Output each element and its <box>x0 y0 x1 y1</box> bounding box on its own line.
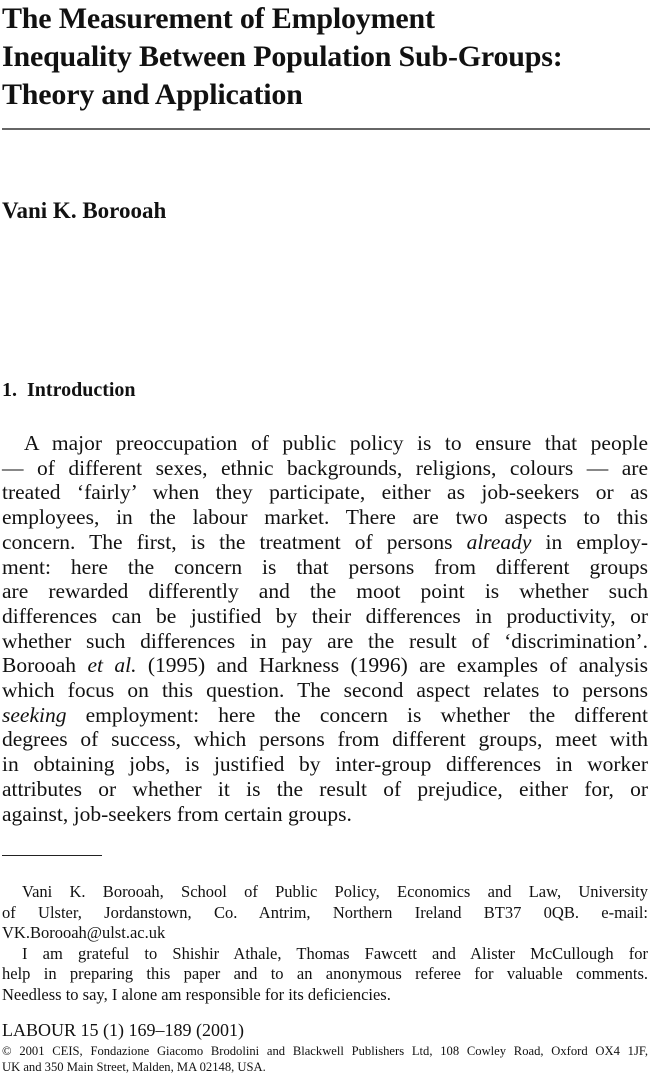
introduction-paragraph <box>2 431 648 826</box>
paragraph-line: against, job-seekers from certain groups. <box>2 801 352 826</box>
paragraph-line: treated ‘fairly’ when they participate, either as job-seekers or as <box>2 480 648 505</box>
footnote-line: of Ulster, Jordanstown, Co. Antrim, Northern Ireland BT37 0QB. e-mail: <box>2 902 648 922</box>
section-heading <box>2 379 136 402</box>
author-name: Vani K. Borooah <box>2 198 167 223</box>
author-email: VK.Borooah@ulst.ac.uk <box>2 923 166 942</box>
paragraph-line: are rewarded differently and the moot point is whether such <box>2 579 648 604</box>
emphasis-already: already <box>466 529 532 554</box>
emphasis-seeking: seeking <box>2 702 67 727</box>
footnotes <box>2 882 648 1005</box>
title-divider <box>2 128 650 130</box>
article-title <box>2 0 648 114</box>
emphasis-et-al: et al. <box>87 653 137 678</box>
text-run: concern. The first, is the treatment of persons <box>2 529 453 554</box>
copyright-line: UK and 350 Main Street, Malden, MA 02148, USA. <box>2 1060 266 1074</box>
paragraph-line <box>2 703 648 728</box>
paragraph-line: whether such differences in pay are the result of ‘discrimination’. <box>2 628 648 653</box>
copyright-notice <box>2 1043 648 1075</box>
footnote-divider <box>2 855 102 856</box>
paragraph-line: A major preoccupation of public policy is to ensure that people <box>24 431 648 455</box>
title-line-2: Inequality Between Population Sub-Groups: <box>2 40 563 73</box>
journal-citation: LABOUR 15 (1) 169–189 (2001) <box>2 1020 244 1040</box>
citation-author: Borooah <box>2 653 77 678</box>
text-run: employment: here the concern is whether the different <box>85 702 649 727</box>
section-title: Introduction <box>27 379 136 401</box>
paragraph-line: in obtaining jobs, is justified by inter-group differences in worker <box>2 752 648 777</box>
paragraph-line: degrees of success, which persons from different groups, meet with <box>2 727 648 752</box>
footnote-line: Needless to say, I alone am responsible for its deficiencies. <box>2 984 391 1004</box>
paragraph-line: employees, in the labour market. There are two aspects to this <box>2 505 648 530</box>
paragraph-line <box>2 653 648 678</box>
section-number: 1. <box>2 379 17 401</box>
paragraph-line: ment: here the concern is that persons from different groups <box>2 554 648 579</box>
paragraph-line <box>2 530 648 555</box>
footnote-line: help in preparing this paper and to an anonymous referee for valuable comments. <box>2 964 648 983</box>
footnote-line: Vani K. Borooah, School of Public Policy, Economics and Law, University <box>22 882 648 901</box>
paragraph-line: attributes or whether it is the result of prejudice, either for, or <box>2 776 648 801</box>
title-line-1: The Measurement of Employment <box>2 2 435 35</box>
paragraph-line: which focus on this question. The second aspect relates to persons <box>2 678 648 703</box>
footnote-line: I am grateful to Shishir Athale, Thomas Fawcett and Alister McCullough for <box>22 943 648 963</box>
text-run: (1995) and Harkness (1996) are examples of analysis <box>147 653 649 678</box>
paragraph-line: — of different sexes, ethnic backgrounds, religions, colours — are <box>2 455 648 480</box>
title-line-3: Theory and Application <box>2 78 303 111</box>
copyright-line: © 2001 CEIS, Fondazione Giacomo Brodolini and Blackwell Publishers Ltd, 108 Cowley Road, Oxford OX4 1JF, <box>2 1044 648 1058</box>
text-run: in employ- <box>545 529 649 554</box>
article-first-page <box>2 0 649 1074</box>
paragraph-line: differences can be justified by their differences in productivity, or <box>2 603 648 628</box>
